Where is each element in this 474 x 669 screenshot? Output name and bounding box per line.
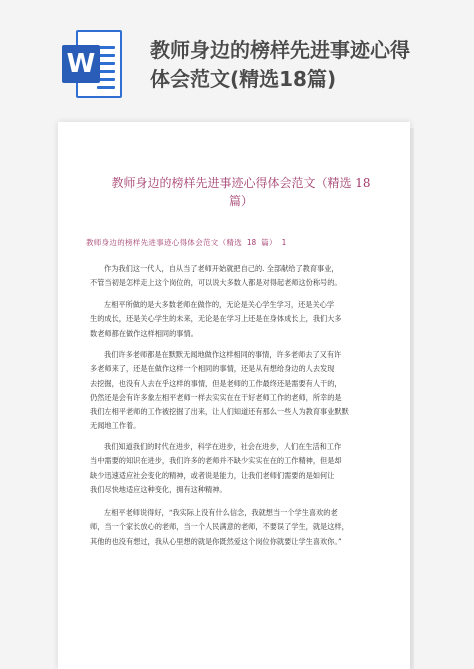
paragraph-line: 当中需要的知识在进步，我们许多的老师并不缺少实实在在的工作精神，但是却 <box>90 456 342 466</box>
paragraph-line: 不管当初是怎样走上这个岗位的，可以说大多数人都是对得起老师这份称号的。 <box>90 278 342 288</box>
document-title-line1: 教师身边的榜样先进事迹心得体会范文（精选 18 <box>111 176 371 190</box>
header-banner <box>0 0 474 118</box>
paragraph-line: 左相平所做的是大多数老师在做作的，无论是关心学生学习，还是关心学 <box>104 300 335 309</box>
paragraph-line: 左相平老师说得好，“我实际上没有什么信念，我就想当一个学生喜欢的老 <box>104 508 338 517</box>
page-title-line2: 体会范文(精选18篇) <box>150 67 337 91</box>
paragraph-line: 多老师来了，还是在做作这样一个相同的事情，还是从有想给身边的人去发现 <box>90 364 335 374</box>
document-title <box>98 174 384 210</box>
paragraph-2 <box>90 298 380 341</box>
paragraph-line: 我们知道我们的时代在进步，科学在进步，社会在进步，人们在生活和工作 <box>104 442 342 451</box>
paragraph-5 <box>90 506 380 549</box>
paragraph-4 <box>90 440 380 497</box>
watermark <box>77 301 90 314</box>
paragraph-line: 师，当一个家长放心的老师，当一个人民满意的老师，不要误了学生，就是这样， <box>90 522 349 532</box>
paragraph-line: 我们尽快地适应这种变化，拥有这种精神。 <box>90 484 227 494</box>
word-document-icon <box>62 30 124 100</box>
paragraph-3 <box>90 348 380 434</box>
page-title-line1: 教师身边的榜样先进事迹心得 <box>150 38 410 62</box>
document-title-line2: 篇） <box>228 194 253 208</box>
paragraph-line: 我们左相平老师的工作被挖掘了出来，让人们知道还有那么一些人为教育事业默默 <box>90 407 349 417</box>
paragraph-line: 我们许多老师都是在默默无闻地做作这样相同的事情，许多老师去了又有许 <box>104 350 342 359</box>
paragraph-line: 其他的也没有想过，我从心里想的就是你既然爱这个岗位你就要让学生喜欢你。” <box>90 536 342 546</box>
paragraph-line: 去挖掘，也没有人去在乎这样的事情，但是老师的工作最终还是需要有人干的， <box>90 378 342 388</box>
paragraph-line: 作为我们这一代人，自从当了老师开始就把自己的. 全部献给了教育事业， <box>104 264 339 273</box>
document-page <box>58 122 410 669</box>
paragraph-line: 无闻地工作着。 <box>90 421 141 431</box>
paragraph-line: 数老师都在做作这样相同的事情。 <box>90 328 198 338</box>
document-subtitle: 教师身边的榜样先进事迹心得体会范文（精选 18 篇） 1 <box>86 238 287 247</box>
paragraph-line: 缺少迅速适应社会变化的精神，或者说是能力，让我们老师们需要的是如何让 <box>90 470 335 480</box>
paragraph-line: 仍然还是会有许多象左相平老师一样去实实在在干好老师工作的老师，所幸的是 <box>90 392 342 402</box>
word-badge: W <box>62 45 100 83</box>
page-title <box>150 36 450 94</box>
paragraph-line: 生的成长，还是关心学生的未来，无论是在学习上还是在身体成长上，我们大多 <box>90 314 342 324</box>
paragraph-1 <box>90 262 380 291</box>
